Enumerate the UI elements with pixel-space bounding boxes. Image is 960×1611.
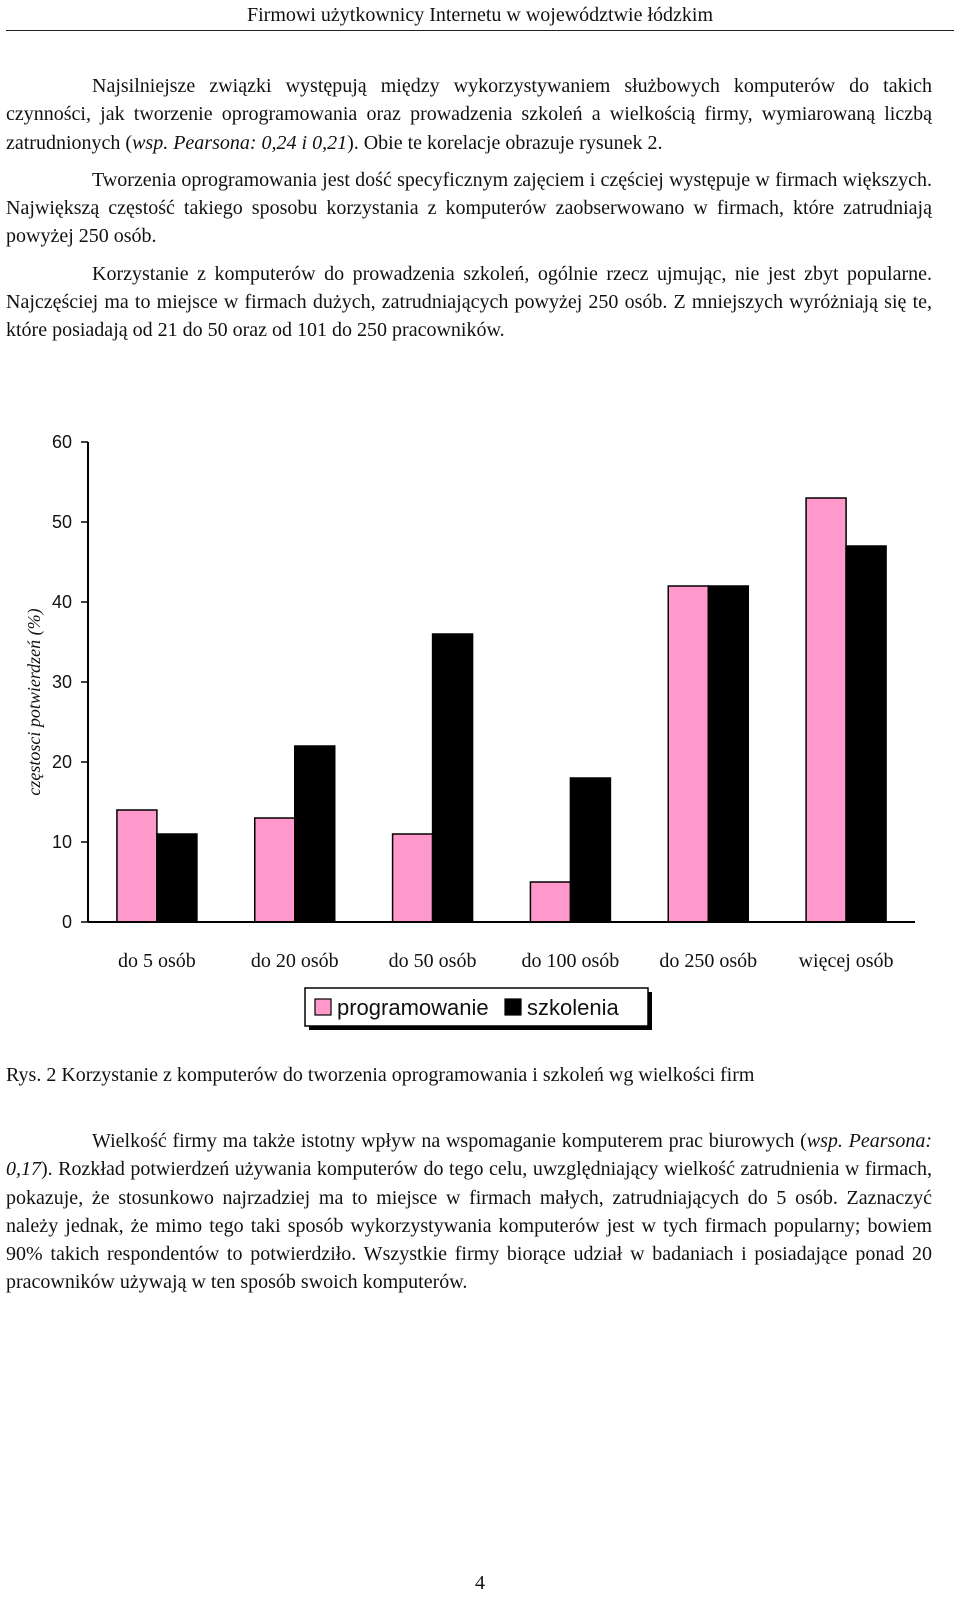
legend-label-szkolenia: szkolenia: [527, 995, 619, 1020]
bar-szkolenia: [433, 634, 473, 922]
bar-szkolenia: [157, 834, 197, 922]
bar-programowanie: [668, 586, 708, 922]
paragraph-2: [6, 166, 932, 251]
bar-programowanie: [530, 882, 570, 922]
y-tick-label: 10: [51, 832, 72, 852]
paragraph-1-run-1: Najsilniejsze związki występują między wykorzystywaniem służbowych komputerów do takich czynności, jak tworzenie oprogramowania oraz prowadzenia szkoleń a wielkością firmy, wymiarowaną liczbą zatrudnionych (: [6, 75, 932, 154]
x-tick-label: do 250 osób: [659, 950, 758, 972]
y-axis-title: częstosci potwierdzeń (%): [24, 608, 44, 796]
figure-caption: Rys. 2 Korzystanie z komputerów do tworzenia oprogramowania i szkoleń wg wielkości firm: [6, 1064, 755, 1086]
bar-szkolenia: [846, 546, 886, 922]
bar-szkolenia: [708, 586, 748, 922]
paragraph-3-run-1: Korzystanie z komputerów do prowadzenia szkoleń, ogólnie rzecz ujmując, nie jest zbyt popularne. Najczęściej ma to miejsce w firmach dużych, zatrudniających powyżej 250 osób. Z mniejszych wyróżniają się te, które posiadają od 21 do 50 oraz od 101 do 250 pracowników.: [6, 262, 932, 342]
paragraph-4-run-1: Wielkość firmy ma także istotny wpływ na wspomaganie komputerem prac biurowych (: [92, 1130, 807, 1152]
y-tick-label: 30: [51, 672, 72, 692]
running-header: Firmowi użytkownicy Internetu w województwie łódzkim: [246, 4, 713, 26]
y-tick-label: 20: [51, 752, 72, 772]
paragraph-4-run-2: wsp. Pearsona: 0,17: [6, 1130, 932, 1181]
page-number: 4: [475, 1572, 485, 1594]
body-text-top: [6, 72, 932, 354]
legend-swatch-szkolenia: [505, 999, 521, 1015]
y-tick-label: 0: [61, 912, 72, 932]
legend-label-programowanie: programowanie: [337, 995, 489, 1020]
y-tick-label: 60: [51, 432, 72, 452]
x-tick-label: do 100 osób: [521, 950, 620, 972]
figure-2-bar-chart: [0, 420, 960, 1040]
paragraph-1-run-3: ). Obie te korelacje obrazuje rysunek 2.: [347, 131, 663, 154]
x-tick-label: więcej osób: [798, 950, 894, 972]
paragraph-3: [6, 260, 932, 345]
bar-programowanie: [117, 810, 157, 922]
bar-programowanie: [255, 818, 295, 922]
x-tick-label: do 5 osób: [118, 950, 196, 972]
x-tick-label: do 50 osób: [388, 950, 477, 972]
paragraph-4-run-3: ). Rozkład potwierdzeń używania komputerów do tego celu, uwzględniający wielkość zatrudnienia w firmach, pokazuje, że stosunkowo najrzadziej ma to miejsce w firmach małych, zatrudniających do 5 osób. Zaznaczyć należy jednak, że mimo tego taki sposób wykorzystywania komputerów jest w tych firmach popularny; bowiem 90% takich respondentów to potwierdziło. Wszystkie firmy biorące udział w badaniach i posiadające ponad 20 pracowników używają w ten sposób swoich komputerów.: [6, 1158, 932, 1294]
paragraph-1-run-2: wsp. Pearsona: 0,24 i 0,21: [132, 131, 348, 154]
header-rule: [6, 30, 954, 31]
bar-programowanie: [806, 498, 846, 922]
bar-szkolenia: [295, 746, 335, 922]
paragraph-1: [6, 72, 932, 157]
paragraph-2-run-1: Tworzenia oprogramowania jest dość specyficznym zajęciem i częściej występuje w firmach większych. Największą częstość takiego sposobu korzystania z komputerów zaobserwowano w firmach, które zatrudniają powyżej 250 osób.: [6, 168, 932, 248]
y-tick-label: 40: [51, 592, 72, 612]
legend-swatch-programowanie: [315, 999, 331, 1015]
y-tick-label: 50: [51, 512, 72, 532]
bar-szkolenia: [570, 778, 610, 922]
x-tick-label: do 20 osób: [250, 950, 339, 972]
paragraph-4: [6, 1127, 932, 1297]
body-text-bottom: [6, 1127, 932, 1306]
bar-programowanie: [393, 834, 433, 922]
